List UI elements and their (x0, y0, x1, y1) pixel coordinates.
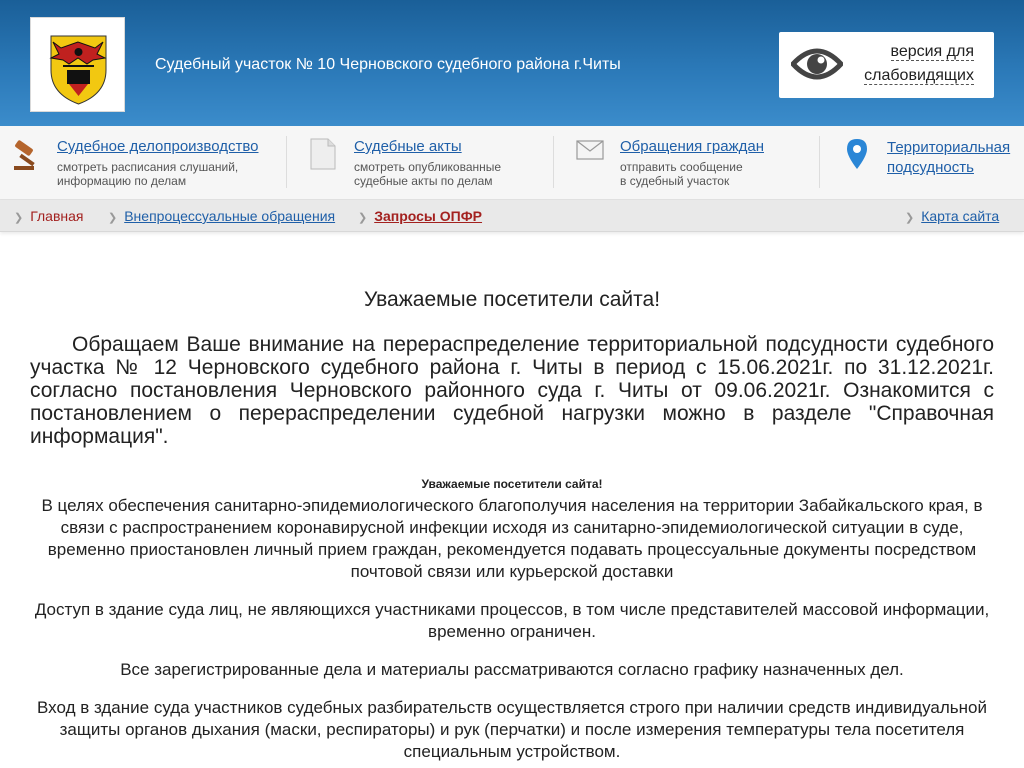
eye-icon (791, 44, 843, 84)
nav-divider (819, 136, 820, 188)
nav-title-line[interactable]: Территориальная (887, 139, 1011, 156)
entry-requirements-paragraph: Вход в здание суда участников судебных разбирательств осуществляется строго при наличии средств индивидуальной защиты органов дыхания (маски, респираторы) и рук (перчатки) и после измерения температуры тела посетителя специальным устройством. (37, 698, 987, 761)
nav-desc-line: в судебный участок (620, 174, 730, 188)
breadcrumb-current[interactable] (358, 208, 482, 224)
gavel-icon (12, 138, 46, 172)
breadcrumb-home-link[interactable]: Главная (30, 208, 84, 224)
notice-heading: Уважаемые посетители сайта! (363, 288, 661, 311)
nav-divider (286, 136, 287, 188)
document-icon (310, 138, 336, 170)
nav-item-citizen-appeals[interactable] (576, 126, 816, 200)
jurisdiction-notice: Обращаем Ваше внимание на перераспределение территориальной подсудности судебного участка № 12 Черновского судебного района г. Читы в период с 15.06.2021г. по 31.12.2021г. согласно постановления Черновского районного суда г. Читы от 09.06.2021г. Ознакомится с постановлением о перераспределении судебной нагрузки можно в разделе "Справочная информация". (30, 333, 994, 448)
nav-title-line[interactable]: подсудность (887, 159, 974, 176)
main-navigation (0, 126, 1024, 200)
low-vision-version-button[interactable] (779, 32, 994, 98)
access-restriction-paragraph: Доступ в здание суда лиц, не являющихся участниками процессов, в том числе представителей массовой информации, временно ограничен. (34, 600, 990, 641)
breadcrumb (0, 200, 1024, 232)
nav-desc-court-acts (354, 160, 501, 188)
sitemap-link[interactable]: Карта сайта (921, 208, 1000, 224)
breadcrumb-home[interactable] (14, 208, 84, 224)
chevron-right-icon: ❯ (14, 212, 24, 224)
nav-item-court-acts[interactable] (310, 126, 550, 200)
low-vision-line2: слабовидящих (864, 67, 974, 84)
nav-desc-citizen-appeals (620, 160, 743, 188)
low-vision-label (864, 40, 974, 88)
breadcrumb-section-link[interactable]: Внепроцессуальные обращения (124, 208, 336, 224)
covid-notice-heading: Уважаемые посетители сайта! (421, 477, 603, 491)
nav-desc-line: судебные акты по делам (354, 174, 493, 188)
nav-desc-line: отправить сообщение (620, 160, 743, 174)
map-pin-icon (846, 138, 868, 170)
nav-item-jurisdiction[interactable] (846, 126, 1022, 200)
nav-item-court-records[interactable] (12, 126, 282, 200)
nav-title-court-acts[interactable]: Судебные акты (354, 138, 462, 155)
site-title: Судебный участок № 10 Черновского судебного района г.Читы (155, 56, 621, 73)
nav-desc-line: смотреть опубликованные (354, 160, 502, 174)
coat-of-arms-icon (31, 18, 126, 113)
coat-of-arms-logo[interactable] (30, 17, 125, 112)
breadcrumb-current-link[interactable]: Запросы ОПФР (374, 208, 483, 224)
nav-desc-line: информацию по делам (57, 174, 187, 188)
nav-title-jurisdiction[interactable] (887, 138, 1010, 178)
breadcrumb-sitemap[interactable] (905, 208, 999, 224)
chevron-right-icon: ❯ (108, 212, 118, 224)
nav-title-citizen-appeals[interactable]: Обращения граждан (620, 138, 764, 155)
envelope-icon (576, 140, 604, 160)
site-header (0, 0, 1024, 126)
nav-desc-court-records (57, 160, 238, 188)
chevron-right-icon: ❯ (905, 212, 915, 224)
nav-divider (553, 136, 554, 188)
chevron-right-icon: ❯ (358, 212, 368, 224)
low-vision-line1: версия для (890, 43, 974, 60)
case-schedule-paragraph: Все зарегистрированные дела и материалы рассматриваются согласно графику назначенных дел. (120, 660, 904, 679)
covid-notice-paragraph: В целях обеспечения санитарно-эпидемиологического благополучия населения на территории Забайкальского края, в связи с распространением коронавирусной инфекции исходя из санитарно-эпидемиологической ситуации в суде, временно приостановлен личный прием граждан, рекомендуется подавать процессуальные документы посредством почтовой связи или курьерской доставки (41, 496, 983, 581)
nav-desc-line: смотреть расписания слушаний, (57, 160, 239, 174)
nav-title-court-records[interactable]: Судебное делопроизводство (57, 138, 259, 155)
breadcrumb-section[interactable] (108, 208, 335, 224)
